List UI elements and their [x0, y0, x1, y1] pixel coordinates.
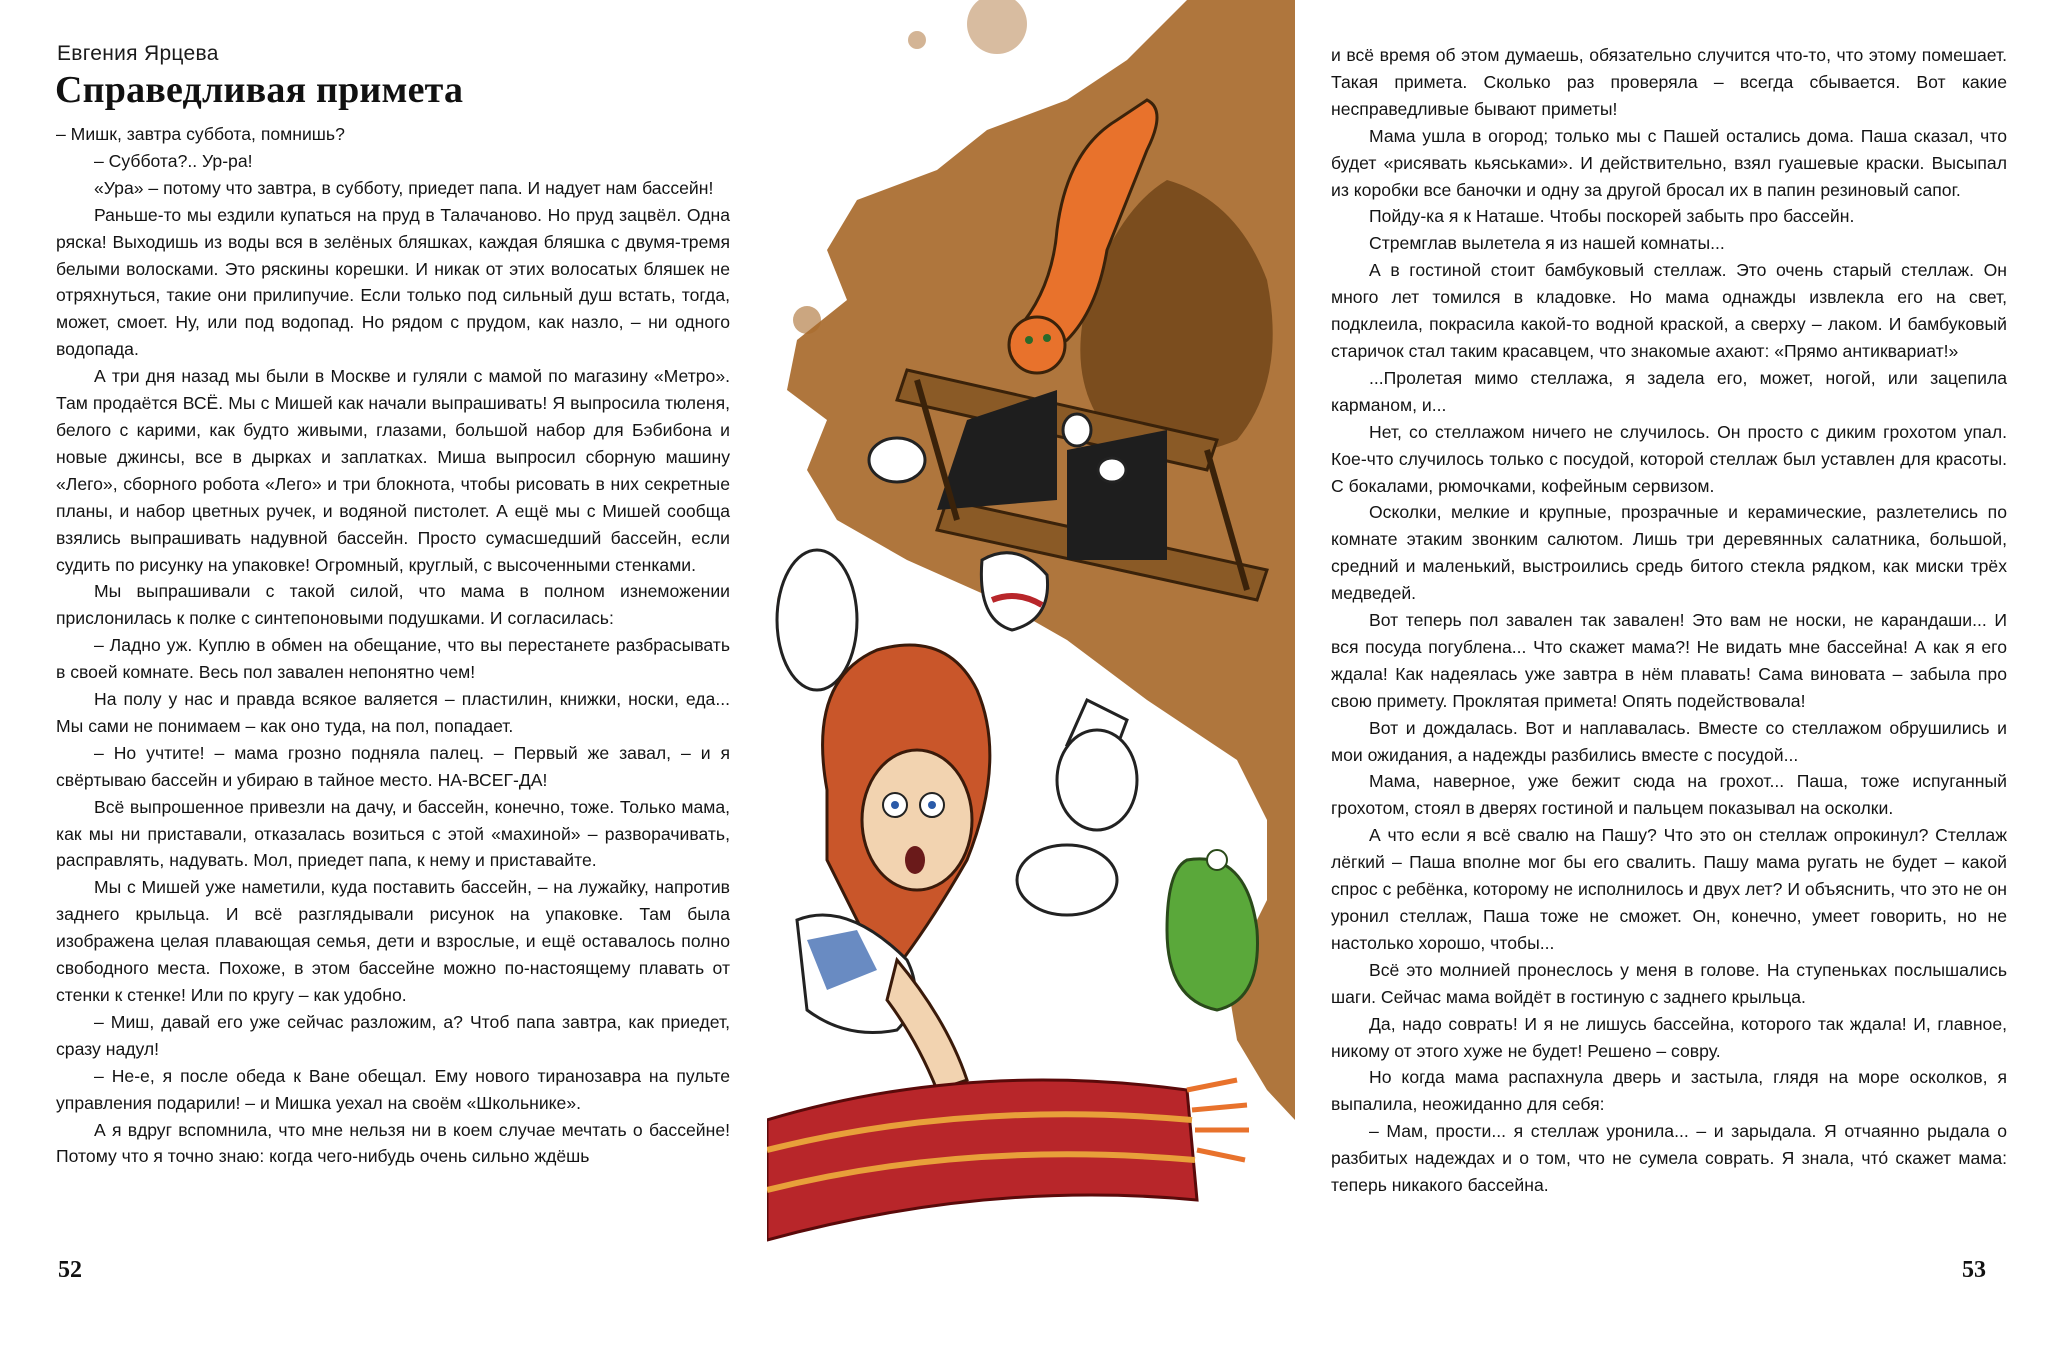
stain-drop	[967, 0, 1027, 54]
paragraph: – Миш, давай его уже сейчас разложим, а? Чтоб папа завтра, как приедет, сразу надул!	[56, 1011, 730, 1059]
illustration-drawing	[767, 0, 1295, 1260]
cactus	[1167, 850, 1258, 1010]
paragraph: «Ура» – потому что завтра, в субботу, приедет папа. И надует нам бассейн!	[94, 177, 714, 198]
paragraph: Всё выпрошенное привезли на дачу, и бассейн, конечно, тоже. Только мама, как мы ни приставали, отказалась возиться с этой «махиной» – разворачивать, расправлять, надувать. Мол, приедет папа, к нему и приставайте.	[56, 796, 730, 871]
paragraph: А три дня назад мы были в Москве и гуляли с мамой по магазину «Метро». Там продаётся ВСЁ. Мы с Мишей как начали выпрашивать! Я выпросила тюленя, белого с карими, как будто живыми, глазами, большой набор для Бэбибона и новые джинсы, все в дырках и заплатках. Миша выпросил сборную машину «Лего», сборного робота «Лего» и три блокнота, чтобы рисовать в них секретные планы, и набор цветных ручек, и водяной пистолет. А ещё мы с Мишей сообща взялись выпрашивать надувной бассейн. Просто сумасшедший бассейн, если судить по рисунку на упаковке! Огромный, круглый, с высоченными стенками.	[56, 366, 730, 575]
paragraph: – Мишк, завтра суббота, помнишь?	[56, 124, 345, 144]
author-name: Евгения Ярцева	[57, 42, 219, 65]
stain-drop	[908, 31, 926, 49]
paragraph: – Мам, прости... я стеллаж уронила... – и зарыдала. Я отчаянно рыдала о разбитых надеждах и о том, что не сумела соврать. Я знала, что́ скажет мама: теперь никакого бассейна.	[1331, 1121, 2007, 1196]
paragraph: – Суббота?.. Ур-ра!	[94, 150, 253, 171]
left-page-text	[56, 121, 730, 1170]
paragraph: Вот и дождалась. Вот и наплавалась. Вместе со стеллажом обрушились и мои ожидания, а надежды разбились вместе с посудой...	[1331, 717, 2007, 765]
paragraph: Вот теперь пол завален так завален! Это вам не носки, не карандаши... И вся посуда погублена... Что скажет мама?! Не видать мне бассейна! А как я его ждала! Как надеялась уже завтра в нём плавать! Сама виновата – забыла про свою примету. Проклятая примета! Опять подействовала!	[1331, 610, 2007, 711]
paragraph: – Ладно уж. Куплю в обмен на обещание, что вы перестанете разбрасывать в своей комнате. Весь пол завален непонятно чем!	[56, 635, 730, 683]
paragraph: Раньше-то мы ездили купаться на пруд в Талачаново. Но пруд зацвёл. Одна ряска! Выходишь из воды вся в зелёных бляшках, каждая бляшка с двумя-тремя белыми волосками. Это ряскины корешки. И никак от этих волосатых бляшек не отряхнуться, такие они прилипучие. Если только под сильный душ встать, тогда, может, смоет. Ну, или под водопад. Но рядом с прудом, как назло, – ни одного водопада.	[56, 204, 730, 360]
right-page-text	[1331, 42, 2007, 1199]
paragraph: – Не-е, я после обеда к Ване обещал. Ему нового тиранозавра на пульте управления подарили! – и Мишка уехал на своём «Школьнике».	[56, 1065, 730, 1113]
page-number-left: 52	[58, 1257, 82, 1283]
striped-rug	[767, 1080, 1249, 1240]
paragraph: А я вдруг вспомнила, что мне нельзя ни в коем случае мечтать о бассейне! Потому что я точно знаю: когда чего-нибудь очень сильно ждёшь	[56, 1119, 730, 1167]
paragraph: Мы с Мишей уже наметили, куда поставить бассейн, – на лужайку, напротив заднего крыльца. И всё разглядывали рисунок на упаковке. Там была изображена целая плавающая семья, дети и взрослые, и ещё оставалось полно свободного места. Похоже, в этом бассейне можно по-настоящему плавать от стенки к стенке! Или по кругу – как удобно.	[56, 877, 730, 1005]
paragraph: Стремглав вылетела я из нашей комнаты...	[1369, 233, 1725, 254]
paragraph: А что если я всё свалю на Пашу? Что это он стеллаж опрокинул? Стеллаж лёгкий – Паша вполне мог бы его свалить. Пашу мама ругать не будет – какой спрос с ребёнка, которому не исполнилось и двух лет? И объяснить, что это не он уронил стеллаж, Паша тоже не сможет. Он, конечно, умеет говорить, но не настолько хорошо, чтобы...	[1331, 825, 2007, 953]
paragraph: Пойду-ка я к Наташе. Чтобы поскорей забыть про бассейн.	[1369, 206, 1855, 227]
paragraph: и всё время об этом думаешь, обязательно случится что-то, что этому помешает. Такая примета. Сколько раз проверяла – всегда сбывается. Вот какие несправедливые бывают приметы!	[1331, 45, 2007, 119]
paragraph: Мы выпрашивали с такой силой, что мама в полном изнеможении прислонилась к полке с синтепоновыми подушками. И согласилась:	[56, 581, 730, 629]
paragraph: Нет, со стеллажом ничего не случилось. Он просто с диким грохотом упал. Кое-что случилось только с посудой, которой стеллаж был уставлен для красоты. С бокалами, рюмочками, кофейным сервизом.	[1331, 421, 2007, 496]
story-illustration	[767, 0, 1295, 1260]
paragraph: ...Пролетая мимо стеллажа, я задела его, может, ногой, или зацепила карманом, и...	[1331, 367, 2007, 415]
paragraph: – Но учтите! – мама грозно подняла палец. – Первый же завал, – и я свёртываю бассейн и убираю в тайное место. НА-ВСЕГ-ДА!	[56, 742, 730, 790]
story-title: Справедливая примета	[55, 69, 464, 111]
paragraph: Но когда мама распахнула дверь и застыла, глядя на море осколков, я выпалила, неожиданно для себя:	[1331, 1067, 2007, 1115]
paragraph: Да, надо соврать! И я не лишусь бассейна, которого так ждала! И, главное, никому от этого хуже не будет! Решено – совру.	[1331, 1013, 2007, 1061]
paragraph: На полу у нас и правда всякое валяется – пластилин, книжки, носки, еда... Мы сами не понимаем – как оно туда, на пол, попадает.	[56, 689, 730, 736]
paragraph: Мама ушла в огород; только мы с Пашей остались дома. Паша сказал, что будет «рисявать кьяськами». И действительно, взял гуашевые краски. Высыпал из коробки все баночки и одну за другой бросал их в папин резиновый сапог.	[1331, 125, 2007, 200]
paragraph: Мама, наверное, уже бежит сюда на грохот... Паша, тоже испуганный грохотом, стоял в дверях гостиной и пальцем показывал на осколки.	[1331, 771, 2007, 819]
stain-drop	[793, 306, 821, 334]
girl-figure	[797, 645, 990, 1090]
page-number-right: 53	[1962, 1257, 1986, 1283]
paragraph: Всё это молнией пронеслось у меня в голове. На ступеньках послышались шаги. Сейчас мама войдёт в гостиную с заднего крыльца.	[1331, 959, 2007, 1007]
paragraph: Осколки, мелкие и крупные, прозрачные и керамические, разлетелись по комнате этаким звонким салютом. Лишь три деревянных салатника, большой, средний и маленький, выстроились средь битого стекла рядком, как миски трёх медведей.	[1331, 502, 2007, 604]
paragraph: А в гостиной стоит бамбуковый стеллаж. Это очень старый стеллаж. Он много лет томился в кладовке. Но мама однажды извлекла его на свет, подклеила, покрасила какой-то водной краской, а сверху – лаком. И бамбуковый старичок стал таким красавцем, что знакомые ахают: «Прямо антиквариат!»	[1331, 260, 2007, 361]
